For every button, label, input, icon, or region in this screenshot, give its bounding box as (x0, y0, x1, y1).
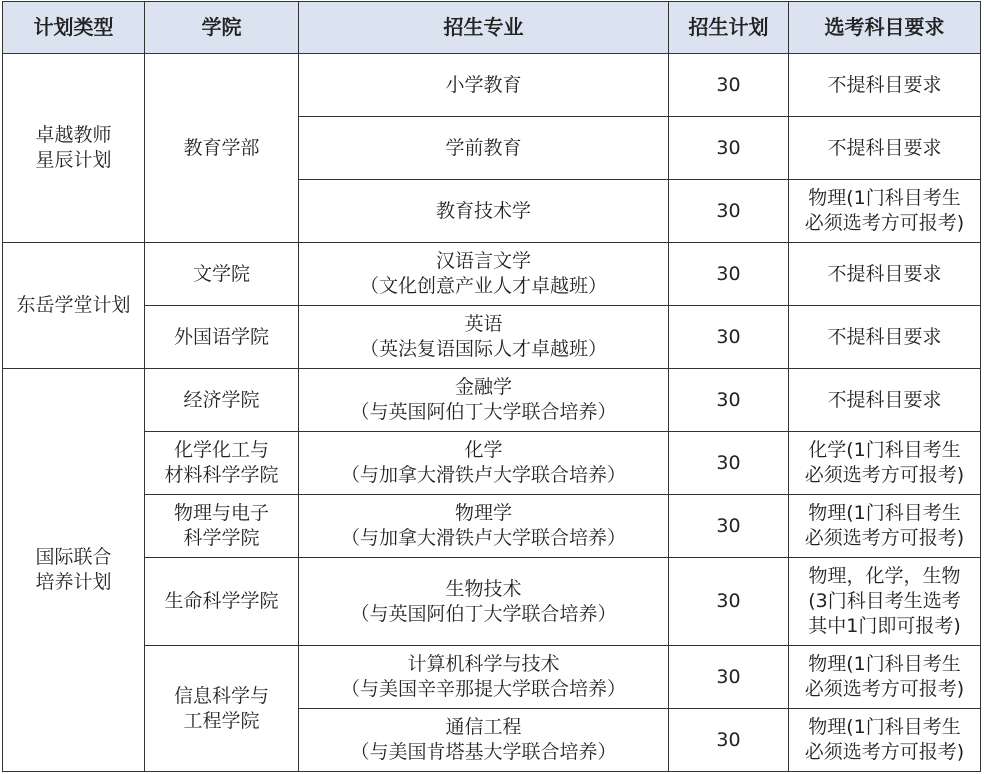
subject-requirement-cell (789, 180, 981, 243)
header-quota: 招生计划 (669, 2, 789, 54)
subject-requirement-cell (789, 646, 981, 709)
major-cell (299, 54, 669, 117)
table-row (3, 306, 981, 369)
college-cell (145, 243, 299, 306)
table-row (3, 432, 981, 495)
major-cell (299, 709, 669, 772)
subject-requirement-line: 化学(1门科目考生 (808, 439, 961, 461)
major-cell (299, 117, 669, 180)
subject-requirement-cell (789, 306, 981, 369)
plan-type-cell (3, 54, 145, 243)
quota-cell: 30 (669, 306, 789, 369)
subject-requirement-line: 其中1门即可报考) (808, 615, 961, 637)
major-line: 学前教育 (445, 136, 522, 159)
major-line: 小学教育 (445, 73, 522, 96)
header-major: 招生专业 (299, 2, 669, 54)
college-line: 文学院 (192, 262, 250, 285)
quota-cell: 30 (669, 558, 789, 646)
major-line: 金融学 (454, 376, 512, 398)
subject-requirement-cell (789, 709, 981, 772)
subject-requirement-cell (789, 117, 981, 180)
quota-cell: 30 (669, 646, 789, 709)
college-cell (145, 558, 299, 646)
plan-type-line: 东岳学堂计划 (16, 294, 131, 316)
major-line: （与美国辛辛那提大学联合培养） (340, 678, 626, 700)
major-line: 汉语言文学 (435, 250, 531, 272)
header-plan-type: 计划类型 (3, 2, 145, 54)
subject-requirement-line: 不提科目要求 (827, 325, 942, 348)
subject-requirement-cell (789, 558, 981, 646)
quota-cell: 30 (669, 180, 789, 243)
subject-requirement-line: 必须选考方可报考) (804, 741, 965, 763)
major-cell (299, 432, 669, 495)
subject-requirement-cell (789, 495, 981, 558)
quota-cell: 30 (669, 432, 789, 495)
major-line: 物理学 (454, 502, 512, 524)
subject-requirement-cell (789, 243, 981, 306)
major-line: 教育技术学 (435, 199, 531, 222)
quota-cell: 30 (669, 117, 789, 180)
subject-requirement-line: 不提科目要求 (827, 136, 942, 159)
major-line: （与加拿大滑铁卢大学联合培养） (340, 527, 626, 549)
plan-type-cell (3, 369, 145, 772)
table-row (3, 369, 981, 432)
college-line: 外国语学院 (173, 325, 269, 348)
college-line: 工程学院 (183, 709, 260, 732)
college-line: 信息科学与 (173, 684, 269, 707)
college-cell (145, 646, 299, 772)
college-cell (145, 306, 299, 369)
table-row (3, 495, 981, 558)
subject-requirement-line: (3门科目考生选考 (808, 590, 961, 612)
subject-requirement-line: 物理(1门科目考生 (808, 653, 961, 675)
subject-requirement-line: 必须选考方可报考) (804, 212, 965, 234)
subject-requirement-line: 不提科目要求 (827, 262, 942, 285)
college-line: 教育学部 (183, 136, 260, 159)
quota-cell: 30 (669, 709, 789, 772)
major-line: 通信工程 (445, 716, 522, 738)
major-line: （与英国阿伯丁大学联合培养） (350, 602, 617, 625)
college-line: 化学化工与 (173, 439, 269, 461)
major-cell (299, 243, 669, 306)
header-row (3, 2, 981, 54)
subject-requirement-line: 物理，化学，生物 (808, 565, 961, 587)
college-line: 生命科学学院 (164, 590, 279, 612)
table-row (3, 558, 981, 646)
table-row (3, 243, 981, 306)
quota-cell: 30 (669, 243, 789, 306)
subject-requirement-line: 不提科目要求 (827, 73, 942, 96)
subject-requirement-cell (789, 432, 981, 495)
subject-requirement-line: 不提科目要求 (827, 388, 942, 411)
college-cell (145, 369, 299, 432)
major-line: （与美国肯塔基大学联合培养） (350, 741, 617, 763)
major-cell (299, 558, 669, 646)
table-row (3, 54, 981, 117)
major-line: 英语 (464, 313, 503, 335)
major-cell (299, 306, 669, 369)
college-cell (145, 54, 299, 243)
subject-requirement-cell (789, 54, 981, 117)
major-cell (299, 646, 669, 709)
plan-type-line: 培养计划 (35, 571, 112, 593)
college-cell (145, 432, 299, 495)
plan-type-line: 星辰计划 (35, 149, 112, 171)
quota-cell: 30 (669, 369, 789, 432)
college-line: 材料科学学院 (164, 464, 279, 486)
major-line: 生物技术 (445, 577, 522, 600)
plan-type-line: 卓越教师 (35, 124, 112, 146)
subject-requirement-line: 物理(1门科目考生 (808, 187, 961, 209)
college-line: 科学学院 (183, 527, 260, 549)
table-row (3, 646, 981, 709)
college-line: 经济学院 (183, 388, 260, 411)
table-body (3, 54, 981, 772)
major-cell (299, 180, 669, 243)
subject-requirement-line: 必须选考方可报考) (804, 464, 965, 486)
enrollment-table (2, 1, 981, 772)
major-line: （与加拿大滑铁卢大学联合培养） (340, 464, 626, 486)
plan-type-line: 国际联合 (35, 546, 112, 568)
major-cell (299, 369, 669, 432)
quota-cell: 30 (669, 54, 789, 117)
plan-type-cell (3, 243, 145, 369)
subject-requirement-line: 必须选考方可报考) (804, 678, 965, 700)
header-college: 学院 (145, 2, 299, 54)
subject-requirement-line: 必须选考方可报考) (804, 527, 965, 549)
major-line: （文化创意产业人才卓越班） (359, 275, 607, 297)
quota-cell: 30 (669, 495, 789, 558)
college-line: 物理与电子 (173, 502, 269, 524)
subject-requirement-cell (789, 369, 981, 432)
major-line: 计算机科学与技术 (407, 653, 560, 675)
major-line: （英法复语国际人才卓越班） (359, 338, 607, 360)
major-line: （与英国阿伯丁大学联合培养） (350, 401, 617, 423)
major-line: 化学 (464, 439, 503, 461)
subject-requirement-line: 物理(1门科目考生 (808, 502, 961, 524)
header-subject-requirement: 选考科目要求 (789, 2, 981, 54)
college-cell (145, 495, 299, 558)
subject-requirement-line: 物理(1门科目考生 (808, 716, 961, 738)
major-cell (299, 495, 669, 558)
